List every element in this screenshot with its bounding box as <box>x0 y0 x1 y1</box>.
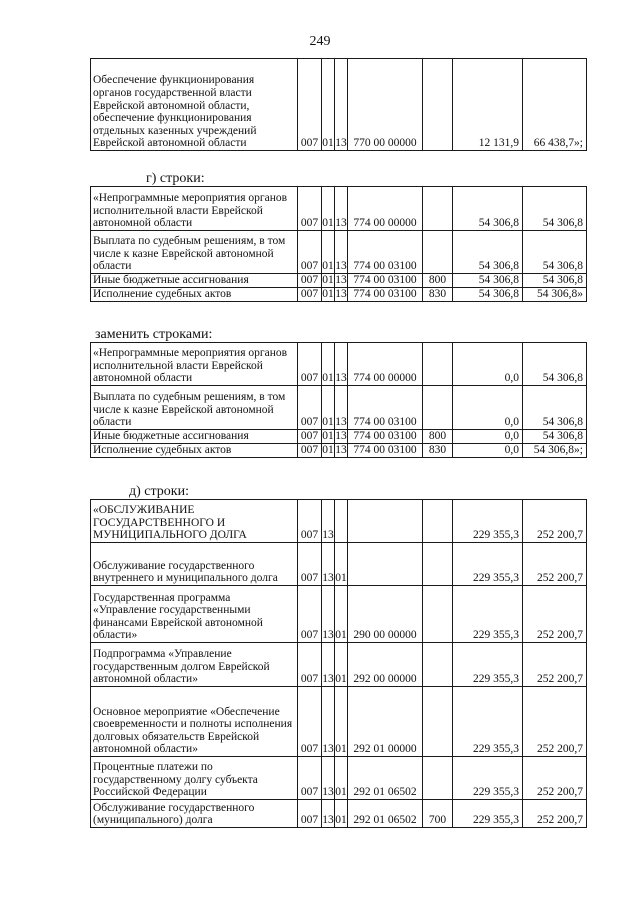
table-row <box>91 444 587 458</box>
amount-year-1-cell: 229 355,3 <box>453 757 523 800</box>
admin-code-cell: 007 <box>298 231 322 274</box>
expense-type-cell: 800 <box>423 430 453 444</box>
subsection-code-cell: 13 <box>335 444 347 457</box>
table-row <box>91 274 587 288</box>
section-code-cell: 01 <box>322 288 334 301</box>
expense-type-cell: 830 <box>423 288 453 302</box>
admin-code-cell: 007 <box>298 274 322 288</box>
budget-table-original-row <box>90 58 587 151</box>
table-row <box>91 386 587 430</box>
expense-type-cell: 800 <box>423 274 453 288</box>
section-code-cell: 01 <box>322 187 335 231</box>
row-name-cell: Иные бюджетные ассигнования <box>91 430 298 444</box>
row-name-cell: Обслуживание государственного внутреннего и муниципального долга <box>91 543 298 586</box>
subsection-code-cell: 13 <box>335 386 348 430</box>
row-name-cell: Подпрограмма «Управление государственным долгом Еврейской автономной области» <box>91 643 298 687</box>
expense-type-cell <box>423 687 453 757</box>
admin-code-cell: 007 <box>298 757 322 800</box>
row-name-cell: Иные бюджетные ассигнования <box>91 274 298 288</box>
table-row <box>91 187 587 231</box>
budget-table-rows-to-replace <box>90 186 587 302</box>
row-name-cell: «Непрограммные мероприятия органов исполнительной власти Еврейской автономной области <box>91 343 298 386</box>
amount-year-1-cell: 229 355,3 <box>453 586 523 643</box>
row-name-cell: Исполнение судебных актов <box>91 288 298 302</box>
target-article-cell: 290 00 00000 <box>348 586 423 643</box>
subsection-code-cell: 13 <box>335 274 347 287</box>
row-name-cell: Обслуживание государственного (муниципального) долга <box>91 800 298 828</box>
table-row <box>91 430 587 444</box>
amount-year-1-cell: 229 355,3 <box>453 500 523 543</box>
admin-code-cell: 007 <box>298 586 322 643</box>
admin-code-cell: 007 <box>298 500 322 543</box>
section-code-cell: 13 <box>322 757 335 800</box>
amount-year-1-cell: 12 131,9 <box>453 59 523 151</box>
section-code-cell: 13 <box>322 586 335 643</box>
amount-year-1-cell: 54 306,8 <box>453 288 523 302</box>
amount-year-2-cell: 54 306,8 <box>523 430 587 444</box>
target-article-cell: 774 00 03100 <box>348 430 423 444</box>
subsection-code-cell: 13 <box>335 430 347 443</box>
amount-year-2-cell: 54 306,8 <box>523 231 587 274</box>
subsection-code-cell: 01 <box>335 586 348 643</box>
amount-year-2-cell: 54 306,8 <box>523 187 587 231</box>
amount-year-2-cell: 54 306,8»; <box>523 444 587 458</box>
expense-type-cell <box>423 500 453 543</box>
target-article-cell: 774 00 03100 <box>348 386 423 430</box>
admin-code-cell: 007 <box>298 800 322 828</box>
subsection-code-cell: 13 <box>335 231 348 274</box>
section-code-cell: 01 <box>322 444 334 457</box>
budget-table-debt-service <box>90 499 587 828</box>
amount-year-2-cell: 252 200,7 <box>523 800 587 828</box>
budget-table-replacement-rows <box>90 342 587 458</box>
subsection-code-cell: 13 <box>335 59 348 151</box>
admin-code-cell: 007 <box>298 430 322 444</box>
table-row <box>91 757 587 800</box>
row-name-cell: Основное мероприятие «Обеспечение своевременности и полноты исполнения долговых обязательств Еврейской автономной области» <box>91 687 298 757</box>
subsection-code-cell: 01 <box>335 800 348 828</box>
amount-year-1-cell: 229 355,3 <box>453 543 523 586</box>
table-row <box>91 231 587 274</box>
expense-type-cell <box>423 343 453 386</box>
section-heading-g: г) строки: <box>146 171 205 186</box>
subsection-code-cell: 01 <box>335 687 348 757</box>
expense-type-cell <box>423 231 453 274</box>
admin-code-cell: 007 <box>298 343 322 386</box>
table-row <box>91 687 587 757</box>
table-row <box>91 643 587 687</box>
target-article-cell: 774 00 00000 <box>348 187 423 231</box>
expense-type-cell: 700 <box>423 800 453 828</box>
page-number: 249 <box>309 34 331 49</box>
admin-code-cell: 007 <box>298 687 322 757</box>
amount-year-2-cell: 54 306,8 <box>523 386 587 430</box>
subsection-code-cell: 01 <box>335 643 348 687</box>
expense-type-cell <box>423 757 453 800</box>
amount-year-1-cell: 229 355,3 <box>453 687 523 757</box>
amount-year-2-cell: 252 200,7 <box>523 757 587 800</box>
amount-year-2-cell: 54 306,8 <box>523 274 587 288</box>
amount-year-1-cell: 54 306,8 <box>453 231 523 274</box>
table-row <box>91 343 587 386</box>
row-name-cell: «ОБСЛУЖИВАНИЕ ГОСУДАРСТВЕННОГО И МУНИЦИПАЛЬНОГО ДОЛГА <box>91 500 298 543</box>
subsection-code-cell: 01 <box>335 543 348 586</box>
target-article-cell: 774 00 03100 <box>348 231 423 274</box>
admin-code-cell: 007 <box>298 543 322 586</box>
row-name-cell: «Непрограммные мероприятия органов исполнительной власти Еврейской автономной области <box>91 187 298 231</box>
section-code-cell: 13 <box>322 687 335 757</box>
expense-type-cell: 830 <box>423 444 453 458</box>
target-article-cell <box>348 500 423 543</box>
subsection-code-cell: 13 <box>335 187 348 231</box>
target-article-cell: 770 00 00000 <box>348 59 423 151</box>
section-code-cell: 13 <box>322 643 335 687</box>
amount-year-1-cell: 0,0 <box>453 343 523 386</box>
row-name-cell: Выплата по судебным решениям, в том числе к казне Еврейской автономной области <box>91 386 298 430</box>
section-code-cell: 01 <box>322 59 335 151</box>
target-article-cell: 774 00 03100 <box>348 288 423 302</box>
target-article-cell: 292 01 00000 <box>348 687 423 757</box>
table-row <box>91 59 587 151</box>
target-article-cell <box>348 543 423 586</box>
amount-year-1-cell: 54 306,8 <box>453 274 523 288</box>
section-code-cell: 13 <box>322 543 335 586</box>
subsection-code-cell: 13 <box>335 343 348 386</box>
section-code-cell: 01 <box>322 343 335 386</box>
target-article-cell: 774 00 03100 <box>348 444 423 458</box>
subsection-code-cell: 13 <box>335 288 347 301</box>
subsection-code-cell: 01 <box>335 757 348 800</box>
target-article-cell: 774 00 03100 <box>348 274 423 288</box>
expense-type-cell <box>423 187 453 231</box>
row-name-cell: Обеспечение функционирования органов государственной власти Еврейской автономной области, обеспечение функционирования отдельных казенных учреждений Еврейской автономной области <box>91 59 298 151</box>
amount-year-2-cell: 252 200,7 <box>523 586 587 643</box>
row-name-cell: Исполнение судебных актов <box>91 444 298 458</box>
admin-code-cell: 007 <box>298 444 322 458</box>
amount-year-2-cell: 252 200,7 <box>523 643 587 687</box>
row-name-cell: Процентные платежи по государственному долгу субъекта Российской Федерации <box>91 757 298 800</box>
amount-year-2-cell: 252 200,7 <box>523 543 587 586</box>
section-heading-replace: заменить строками: <box>95 327 213 342</box>
admin-code-cell: 007 <box>298 386 322 430</box>
amount-year-1-cell: 229 355,3 <box>453 800 523 828</box>
amount-year-2-cell: 66 438,7»; <box>523 59 587 151</box>
target-article-cell: 292 01 06502 <box>348 800 423 828</box>
table-row <box>91 800 587 828</box>
section-code-cell: 01 <box>322 430 334 443</box>
admin-code-cell: 007 <box>298 187 322 231</box>
amount-year-1-cell: 0,0 <box>453 386 523 430</box>
target-article-cell: 292 00 00000 <box>348 643 423 687</box>
expense-type-cell <box>423 386 453 430</box>
amount-year-2-cell: 54 306,8» <box>523 288 587 302</box>
subsection-code-cell <box>335 500 348 543</box>
amount-year-1-cell: 229 355,3 <box>453 643 523 687</box>
section-code-cell: 01 <box>322 274 334 287</box>
amount-year-1-cell: 0,0 <box>453 444 523 458</box>
expense-type-cell <box>423 643 453 687</box>
table-row <box>91 586 587 643</box>
row-name-cell: Государственная программа «Управление государственными финансами Еврейской автономной области» <box>91 586 298 643</box>
amount-year-2-cell: 252 200,7 <box>523 500 587 543</box>
table-row <box>91 288 587 302</box>
section-code-cell: 01 <box>322 386 335 430</box>
expense-type-cell <box>423 59 453 151</box>
section-heading-d: д) строки: <box>129 484 189 499</box>
table-row <box>91 543 587 586</box>
section-code-cell: 13 <box>322 500 335 543</box>
section-code-cell: 01 <box>322 231 335 274</box>
target-article-cell: 774 00 00000 <box>348 343 423 386</box>
row-name-cell: Выплата по судебным решениям, в том числе к казне Еврейской автономной области <box>91 231 298 274</box>
admin-code-cell: 007 <box>298 643 322 687</box>
admin-code-cell: 007 <box>298 288 322 302</box>
admin-code-cell: 007 <box>298 59 322 151</box>
expense-type-cell <box>423 543 453 586</box>
target-article-cell: 292 01 06502 <box>348 757 423 800</box>
table-row <box>91 500 587 543</box>
section-code-cell: 13 <box>322 800 335 828</box>
amount-year-1-cell: 0,0 <box>453 430 523 444</box>
amount-year-2-cell: 252 200,7 <box>523 687 587 757</box>
amount-year-2-cell: 54 306,8 <box>523 343 587 386</box>
amount-year-1-cell: 54 306,8 <box>453 187 523 231</box>
expense-type-cell <box>423 586 453 643</box>
